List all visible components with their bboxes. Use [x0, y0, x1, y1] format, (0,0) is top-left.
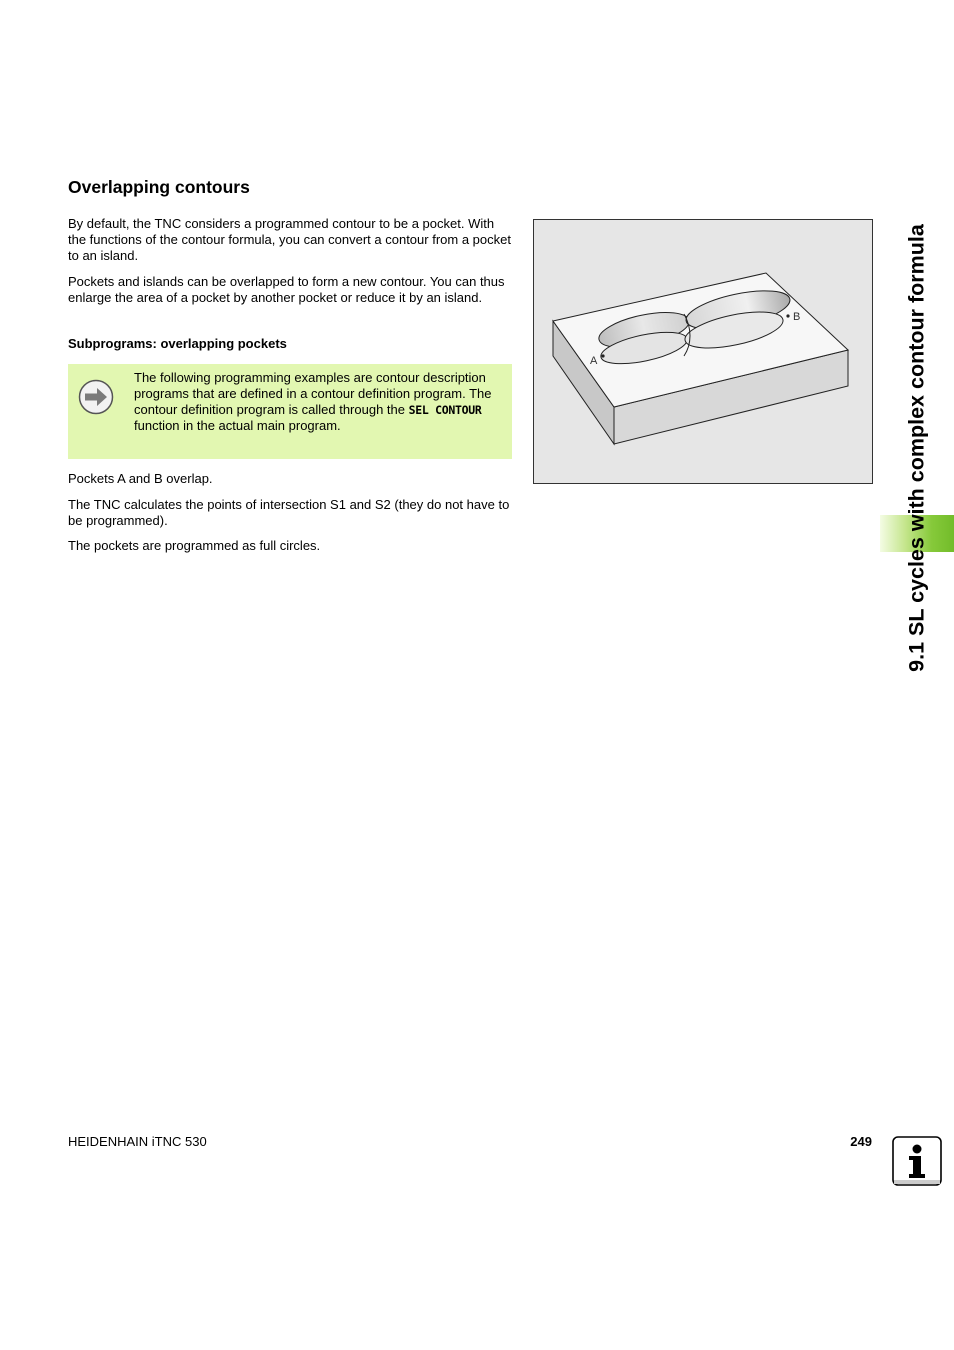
- paragraph-full-circles: The pockets are programmed as full circles.: [68, 538, 321, 553]
- note-text-before: The following programming examples are contour description programs that are defined in a contour definition program. The contour definition program is called through the: [134, 370, 492, 417]
- note-text: [134, 370, 506, 434]
- info-icon: [892, 1136, 942, 1186]
- label-a: A: [590, 355, 598, 367]
- subheading: Subprograms: overlapping pockets: [68, 336, 287, 351]
- arrow-right-icon: [78, 379, 114, 415]
- note-text-after: function in the actual main program.: [134, 418, 341, 433]
- note-box: [68, 364, 512, 459]
- paragraph-intersection: The TNC calculates the points of intersection S1 and S2 (they do not have to be programmed).: [68, 497, 510, 528]
- paragraph-default-pocket: By default, the TNC considers a programmed contour to be a pocket. With the functions of the contour formula, you can convert a contour from a pocket to an island.: [68, 216, 511, 263]
- note-code: SEL CONTOUR: [408, 403, 482, 417]
- footer-product: HEIDENHAIN iTNC 530: [68, 1134, 207, 1149]
- chapter-title-text: 9.1 SL cycles with complex contour formula: [904, 224, 929, 672]
- paragraph-pockets-overlap: Pockets A and B overlap.: [68, 471, 213, 486]
- overlapping-pockets-figure: [533, 219, 873, 484]
- page-number: 249: [850, 1134, 872, 1149]
- label-b: B: [793, 311, 801, 323]
- section-title: Overlapping contours: [68, 177, 250, 197]
- paragraph-overlap: Pockets and islands can be overlapped to form a new contour. You can thus enlarge the area of a pocket by another pocket or reduce it by an island.: [68, 274, 505, 305]
